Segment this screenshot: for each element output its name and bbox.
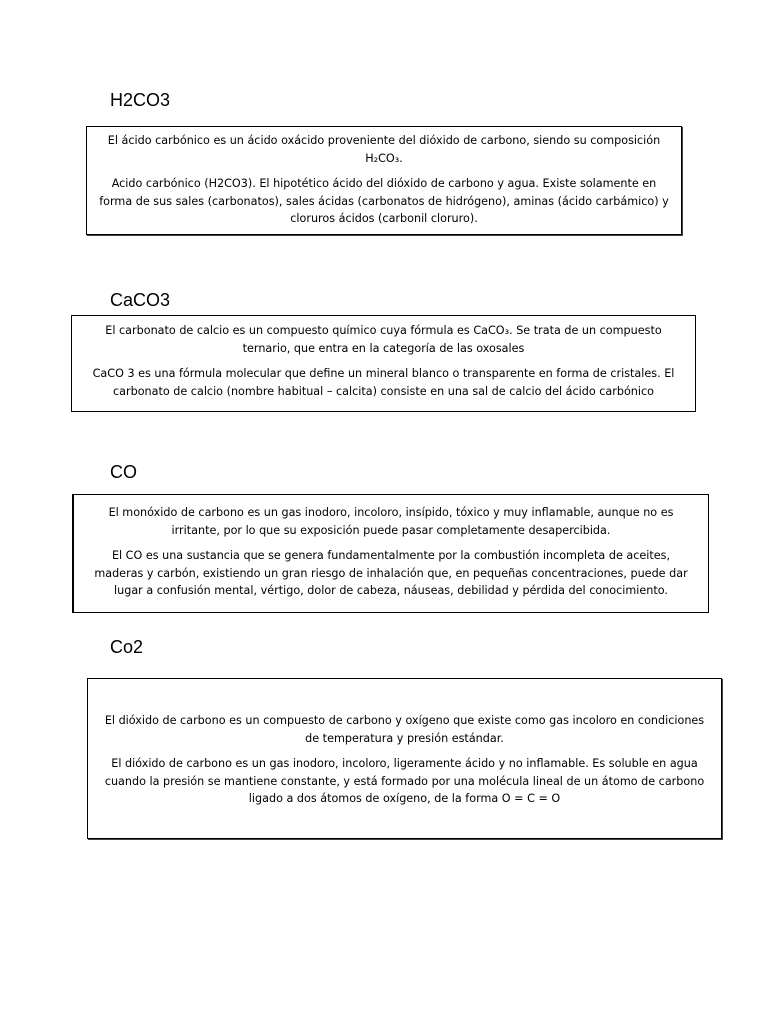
paragraph: El ácido carbónico es un ácido oxácido proveniente del dióxido de carbono, siendo su composición H₂CO₃. [107,134,661,165]
text-box-caco3 [71,315,696,412]
paragraph: El monóxido de carbono es un gas inodoro, incoloro, insípido, tóxico y muy inflamable, aunque no es irritante, por lo que su exposición puede pasar completamente desapercibida. [108,506,674,537]
paragraph: El dióxido de carbono es un gas inodoro, incoloro, ligeramente ácido y no inflamable. Es soluble en agua cuando la presión se mantiene constante, y está formado por una molécula lineal de un átomo de carbono ligado a dos átomos de oxígeno, de la forma O = C = O [104,757,705,805]
paragraph: CaCO 3 es una fórmula molecular que define un mineral blanco o transparente en forma de cristales. El carbonato de calcio (nombre habitual – calcita) consiste en una sal de calcio del ácido carbónico [92,367,675,398]
heading-caco3: CaCO3 [110,290,171,310]
heading-co2: Co2 [110,637,144,657]
paragraph: El carbonato de calcio es un compuesto químico cuya fórmula es CaCO₃. Se trata de un compuesto ternario, que entra en la categoría de las oxosales [105,324,662,355]
text-box-co [72,494,709,613]
paragraph: El CO es una sustancia que se genera fundamentalmente por la combustión incompleta de aceites, maderas y carbón, existiendo un gran riesgo de inhalación que, en pequeñas concentraciones, puede dar lugar a confusión mental, vértigo, dolor de cabeza, náuseas, debilidad y pérdida del conocimiento. [94,549,688,597]
heading-h2co3: H2CO3 [110,90,171,110]
text-box-h2co3 [86,126,682,235]
heading-co: CO [110,462,137,482]
text-box-co2 [87,678,722,839]
paragraph: Acido carbónico (H2CO3). El hipotético ácido del dióxido de carbono y agua. Existe solamente en forma de sus sales (carbonatos), sales ácidas (carbonatos de hidrógeno), aminas (ácido carbámico) y cloruros ácidos (carbonil cloruro). [99,177,669,225]
paragraph: El dióxido de carbono es un compuesto de carbono y oxígeno que existe como gas incoloro en condiciones de temperatura y presión estándar. [104,714,705,745]
